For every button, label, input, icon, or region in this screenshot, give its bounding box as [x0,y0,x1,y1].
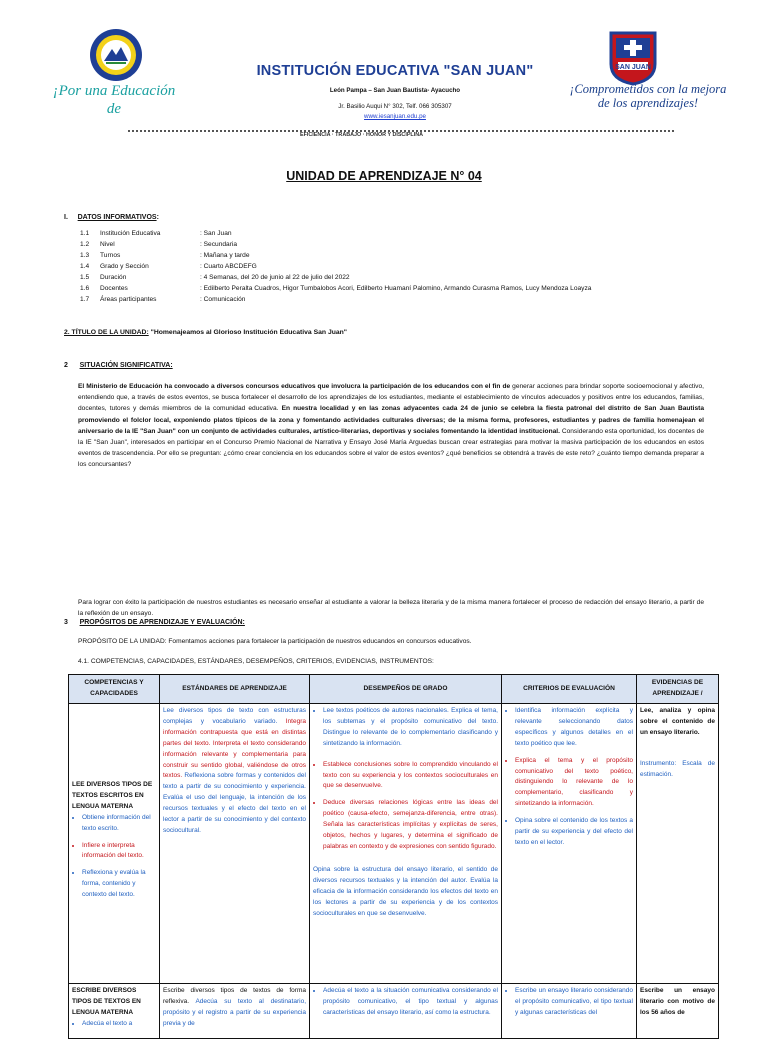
datos-num: 1.7 [80,296,90,303]
datos-value: : Secundaria [200,241,238,248]
desempeno-item: Opina sobre la estructura del ensayo literario, el sentido de diversos recursos textuales y la intención del autor. Evalúa la eficacia de la información considerando los efectos del texto en los lectores a partir de su experiencia y de los contextos socioculturales en que se desenvuelve. [313,865,498,917]
estandar-text: Escribe diversos tipos de textos de forma reflexiva. [163,987,306,1005]
logo-right-text: SAN JUAN [615,64,651,71]
section-1-num: I. [64,214,68,221]
situacion-text-4: Considerando esta oportunidad, los docentes de la IE "San Juan", interesados en participar en el Concurso Premio Nacional de Narrativa y Ensayo José María Arguedas buscan crear estrategias para motivar la masiva participación de los educandos en estos eventos de trascendencia. Por ello se preguntan: ¿cómo crear conciencia en los educandos sobre el valor de estos eventos? ¿qué beneficios se obtendrá a través de este reto? ¿cuánto tiempo demanda preparar a los concursantes? [78,427,705,469]
competencia-lee-title: LEE DIVERSOS TIPOS DE TEXTOS ESCRITOS EN LENGUA MATERNA [72,780,153,810]
datos-key: Institución Educativa [100,230,161,237]
situacion-text-2: generar acciones para brindar soporte socioemocional y afectivo, entendiendo que, a través de estos eventos, se busca fortalecer el desarrollo de los aprendizajes de los estudiantes, mediante el establecimiento de vínculos adecuados y positivos entre los educandos, familias, docentes, tutores y demás miembros de la comunidad educativa. [78,383,704,413]
col-header-criterios: CRITERIOS DE EVALUACIÓN [502,675,637,704]
instrumento-text: Instrumento: Escala de estimación. [640,759,715,778]
cell-criterios-escribe [502,984,637,1039]
criterio-item: • Identifica información explícita y relevante seleccionando datos específicos y algunos detalles en el texto poético que lee. [515,706,633,750]
datos-num: 1.6 [80,285,90,292]
datos-value: : San Juan [200,230,232,237]
cell-desempenos-escribe [310,984,502,1039]
datos-row [80,261,760,272]
section-1-title: DATOS INFORMATIVOS [77,214,157,221]
estandar-text-blue: Lee diversos tipos de texto con estructuras complejas y vocabulario variado. [163,707,306,725]
institution-website-link[interactable]: www.iesanjuan.edu.pe [364,113,426,120]
situacion-num: 2 [64,362,68,369]
estandar-text-red: Integra información contrapuesta que está en distintas partes del texto. Interpreta el texto considerando información relevante y complementaria para construir su sentido global, valiéndose de otros textos. [163,717,306,780]
criterio-item: • Explica el tema y el propósito comunicativo del texto poético, distinguiendo lo relevante de lo complementario, clasificando y sintetizando la información. [515,756,633,811]
datos-num: 1.5 [80,274,90,281]
col-header-desempenos: DESEMPEÑOS DE GRADO [310,675,502,704]
situacion-title: SITUACIÓN SIGNIFICATIVA: [79,362,173,369]
section-1-colon: : [156,214,159,221]
competencias-table [68,674,719,1039]
desempeno-item: • Establece conclusiones sobre lo comprendido vinculando el texto con su experiencia y los contextos socioculturales en que se desenvuelve. [323,760,498,793]
cell-criterios-lee [502,704,637,984]
spacer [640,739,715,747]
evidencia-text: Lee, analiza y opina sobre el contenido de un ensayo literario. [640,707,715,736]
datos-row [80,283,760,294]
datos-key: Turnos [100,252,121,259]
capacidad-item: • Obtiene información del texto escrito. [82,813,156,835]
datos-num: 1.3 [80,252,90,259]
situacion-text-1: El Ministerio de Educación ha convocado a diversos concursos educativos que involucra la participación de los educandos con el fin de [78,383,511,390]
situacion-paragraph-2: Para lograr con éxito la participación de nuestros estudiantes es necesario enseñar al estudiante a valorar la belleza literaria y de la misma manera fortalecer el proceso de redacción del ensayo literario, a partir de la reflexión de un ensayo. [78,599,704,618]
institution-address: León Pampa – San Juan Bautista- Ayacucho [329,87,461,94]
motto-left [52,82,176,126]
propositos-heading [64,619,245,626]
datos-key: Nivel [100,241,115,248]
desempeno-item: • Lee textos poéticos de autores nacionales. Explica el tema, los subtemas y el propósito comunicativo del texto. Distingue lo relevante de lo complementario clasificando y sintetizando la información. [323,706,498,750]
cell-evidencias-lee [637,704,719,984]
subsection-4-1: 4.1. COMPETENCIAS, CAPACIDADES, ESTÁNDARES, DESEMPEÑOS, CRITERIOS, EVIDENCIAS, INSTRUMENTOS: [78,658,434,665]
capacidad-item: • Infiere e interpreta información del texto. [82,841,156,863]
header-divider-caption: EFICIENCIA · TRABAJO · HONOR Y DISCIPLINA [300,132,423,138]
col-header-evidencias: EVIDENCIAS DE APRENDIZAJE / [637,675,719,704]
capacidad-item: • Adecúa el texto a [82,1019,156,1030]
capacidades-list [72,1019,156,1030]
criterio-item: • Opina sobre el contenido de los textos a partir de su experiencia y del efecto del texto en el lector. [515,816,633,849]
proposito-unidad: PROPÓSITO DE LA UNIDAD: Fomentamos acciones para fortalecer la participación de nuestros educandos en concursos educativos. [78,638,472,645]
datos-value: : Comunicación [200,296,246,303]
situacion-text-3: En nuestra localidad y en las zonas adyacentes cada 24 de junio se celebra la fiesta patronal del distrito de San Juan Bautista promoviendo el folclor local, exponiendo platos típicos de la zona y fomentando actividades culturales diversas; de la misma forma, profesores, estudiantes y padres de familia homenajean el aniversario de la IE "San Juan" con un conjunto de actividades culturales, artístico-literarias, deportivas y sociales fomentando la identidad institucional. [78,405,704,435]
capacidades-list [72,813,156,901]
cell-evidencias-escribe [637,984,719,1039]
criterios-list [505,706,633,849]
section-1-heading [64,214,159,221]
table-header-row [69,675,719,704]
desempenos-list [313,986,498,1019]
unit-title: UNIDAD DE APRENDIZAJE N° 04 [286,169,482,183]
desempeno-item: • Deduce diversas relaciones lógicas entre las ideas del poético (causa-efecto, semejanza-diferencia, entre otras). Señala las características implícitas y explícitas de seres, objetos, hechos y lugares, y determina el significado de palabras en contexto y de expresiones con sentido figurado. [323,798,498,853]
unit-title-label: 2. TÍTULO DE LA UNIDAD: [64,329,149,336]
estandar-text-blue: Adecúa su texto al destinatario, propósito y el registro a partir de su experiencia previa y de [163,997,306,1027]
datos-key: Áreas participantes [100,296,157,303]
propositos-num: 3 [64,619,68,626]
datos-num: 1.1 [80,230,90,237]
motto-left-line-2: de [106,101,122,117]
cell-competencia-lee [69,704,160,984]
datos-informativos-list [80,228,760,305]
situacion-heading [64,362,173,369]
cell-estandar-escribe [160,984,310,1039]
desempeno-item: • Adecúa el texto a la situación comunicativa considerando el propósito comunicativo, el tipo textual y algunas características del ensayo literario, así como la estructura. [323,986,498,1019]
datos-num: 1.4 [80,263,90,270]
situacion-paragraph [78,381,704,471]
school-shield-logo-right [608,30,658,86]
propositos-title: PROPÓSITOS DE APRENDIZAJE Y EVALUACIÓN: [79,619,245,626]
desempenos-list [313,706,498,853]
datos-value: : Cuarto ABCDEFG [200,263,257,270]
datos-row [80,239,760,250]
table-row [69,704,719,984]
datos-row [80,228,760,239]
datos-value: : Mañana y tarde [200,252,250,259]
capacidad-item: • Reflexiona y evalúa la forma, contenido y contexto del texto. [82,868,156,901]
datos-row [80,272,760,283]
datos-key: Docentes [100,285,128,292]
motto-left-line-1: ¡Por una Educación [52,83,176,99]
cell-desempenos-lee [310,704,502,984]
datos-row [80,294,760,305]
criterio-item: • Escribe un ensayo literario considerando el propósito comunicativo, el tipo textual y algunas características del [515,986,633,1019]
cell-competencia-escribe [69,984,160,1039]
estandar-text-blue-2: Reflexiona sobre formas y contenidos del texto a partir de su conocimiento y experiencia. Evalúa el uso del lenguaje, la intención de los recursos textuales y el efecto del texto en el lector a partir de su conocimiento y del contexto sociocultural. [163,772,306,834]
school-crest-logo-left [88,27,144,83]
motto-left-cut-line [52,118,176,126]
datos-value: : Edilberto Peralta Cuadros, Higor Tumbalobos Acori, Edilberto Huamaní Palomino, Armando Curasma Ramos, Lucy Mendoza Loayza [200,285,592,292]
datos-value: : 4 Semanas, del 20 de junio al 22 de julio del 2022 [200,274,350,281]
motto-right: ¡Comprometidos con la mejora de los aprendizajes! [569,82,727,110]
unit-title-value: "Homenajeamos al Glorioso Institución Educativa San Juan" [148,329,348,336]
cell-estandar-lee [160,704,310,984]
institution-title: INSTITUCIÓN EDUCATIVA "SAN JUAN" [256,63,534,79]
institution-phone: Jr. Basilio Auqui N° 302, Telf. 066 305307 [338,103,452,110]
evidencia-text: Escribe un ensayo literario con motivo de los 56 años de [640,987,715,1016]
datos-key: Grado y Sección [100,263,149,270]
col-header-estandares: ESTÁNDARES DE APRENDIZAJE [160,675,310,704]
criterios-list [505,986,633,1019]
datos-key: Duración [100,274,127,281]
competencia-escribe-title: ESCRIBE DIVERSOS TIPOS DE TEXTOS EN LENGUA MATERNA [72,987,141,1016]
table-row [69,984,719,1039]
col-header-competencias: COMPETENCIAS Y CAPACIDADES [69,675,160,704]
datos-row [80,250,760,261]
unit-title-line [64,329,347,336]
datos-num: 1.2 [80,241,90,248]
